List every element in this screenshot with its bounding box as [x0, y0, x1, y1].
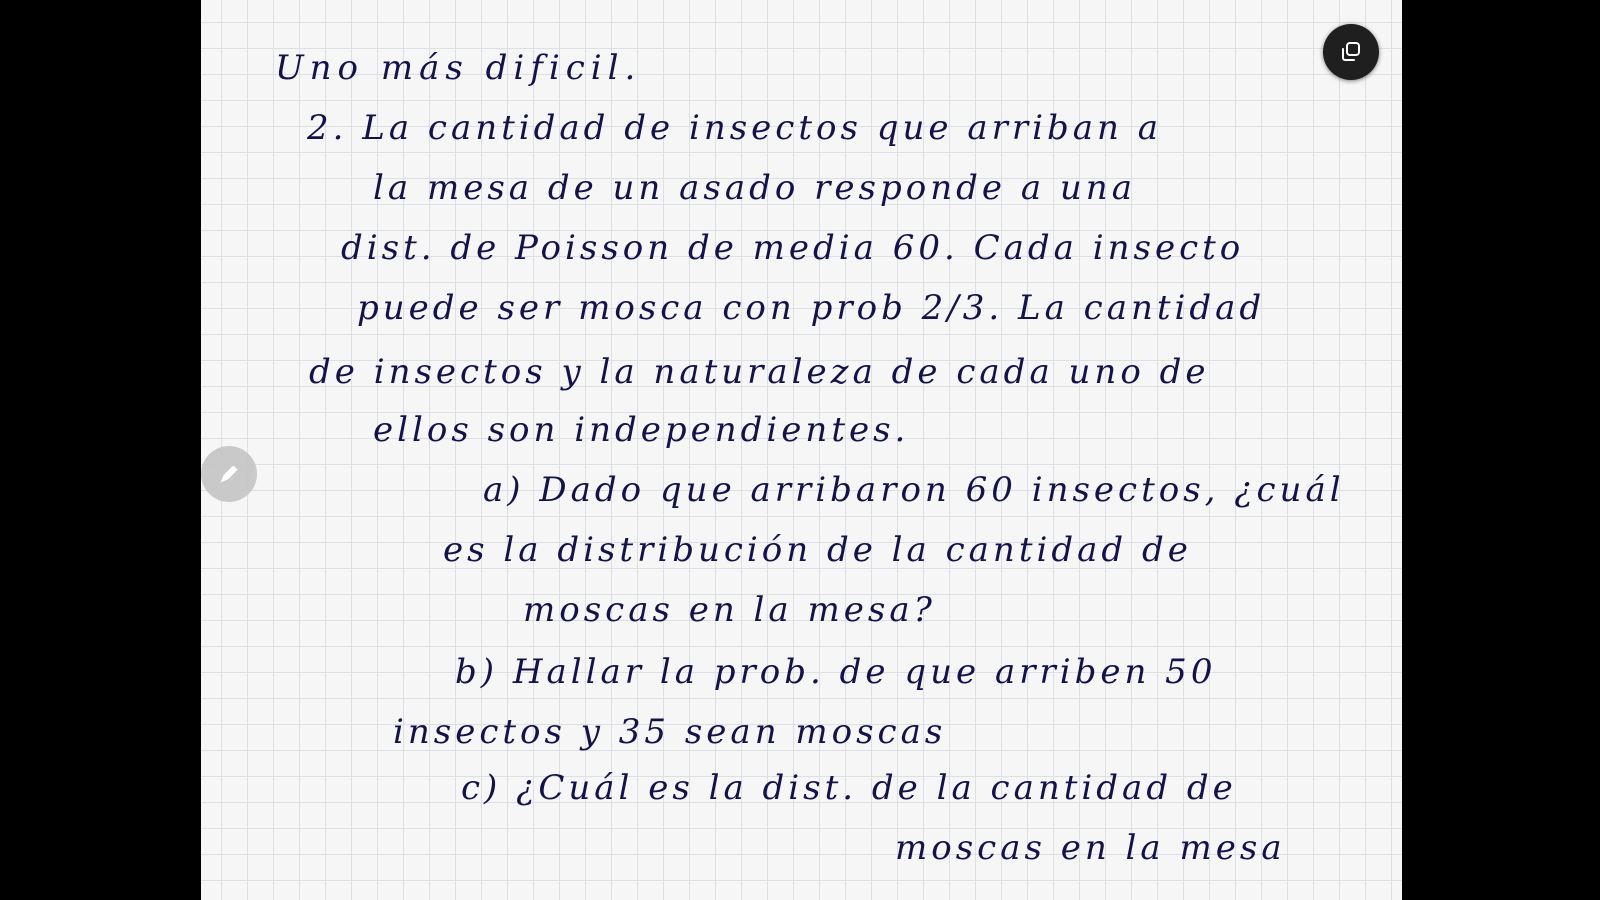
- note-line: 2. La cantidad de insectos que arriban a: [307, 108, 1162, 148]
- note-line: de insectos y la naturaleza de cada uno de: [309, 352, 1210, 392]
- note-line: a) Dado que arribaron 60 insectos, ¿cuál: [483, 470, 1345, 510]
- note-line: b) Hallar la prob. de que arriben 50: [455, 652, 1217, 692]
- note-line: insectos y 35 sean moscas: [393, 712, 947, 752]
- note-line: moscas en la mesa: [895, 828, 1286, 868]
- note-line-title: Uno más dificil.: [275, 48, 642, 88]
- pencil-button[interactable]: [201, 446, 257, 502]
- note-line: ellos son independientes.: [373, 410, 910, 450]
- note-page: [201, 0, 1402, 900]
- expand-button[interactable]: [1323, 24, 1379, 80]
- note-line: es la distribución de la cantidad de: [443, 530, 1192, 570]
- expand-icon: [1339, 40, 1363, 64]
- note-line: c) ¿Cuál es la dist. de la cantidad de: [461, 768, 1237, 808]
- note-line: dist. de Poisson de media 60. Cada insecto: [341, 228, 1245, 268]
- note-line: moscas en la mesa?: [523, 590, 936, 630]
- pencil-icon: [216, 461, 242, 487]
- note-line: la mesa de un asado responde a una: [373, 168, 1136, 208]
- note-line: puede ser mosca con prob 2/3. La cantidad: [357, 288, 1266, 328]
